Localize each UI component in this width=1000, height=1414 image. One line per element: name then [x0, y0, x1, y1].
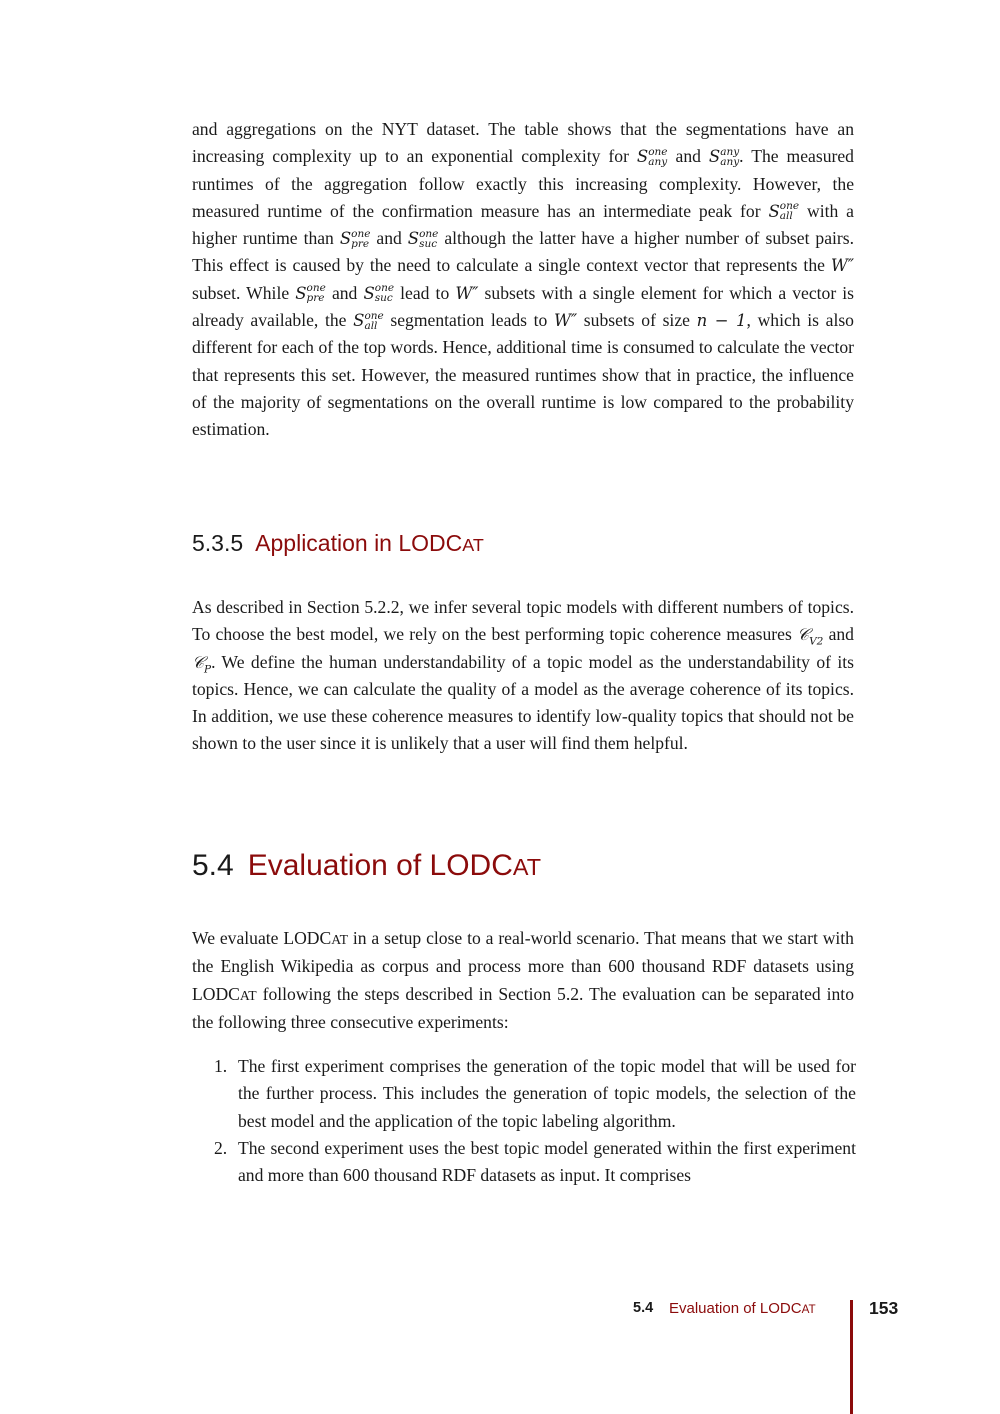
text-run: We evaluate LODC — [192, 928, 332, 948]
text-run: subsets with a single element for which a vector is already available, the — [192, 282, 854, 331]
text-run: , which is also different for each of the top words. Hence, additional time is consumed to calculate the vector that represents this set. However, the measured runtimes show that in practice, the influence of the majority of segmentations on the overall runtime is low compared to the probability estimation. — [192, 310, 854, 440]
text-run: and — [325, 282, 364, 303]
math-s-one-pre: S one pre — [339, 227, 371, 250]
subsection-number: 5.3.5 — [192, 530, 244, 556]
text-run: subset. While — [192, 282, 296, 303]
text-run: . The measured runtimes of the aggregation follow exactly this increasing complexity. However, the measured runtime of the confirmation measure has an intermediate peak for — [192, 146, 854, 221]
math-n-minus-1: n − 1 — [696, 311, 747, 331]
math-c-p: 𝒞$_P$ — [192, 652, 212, 675]
math-s-one-pre: S one pre — [295, 282, 326, 305]
text-run: . We define the human understandability of a topic model as the understandability of its topics. Hence, we can calculate the quality of a model as the average coherence of its topics. In addition, we use these coherence measures to identify low-quality topics that should not be shown to the user since it is unlikely that a user will find them helpful. — [192, 651, 854, 754]
section-heading-5-4 — [192, 846, 541, 887]
list-item-text: The second experiment uses the best topic model generated within the first experiment and more than 600 thousand RDF datasets as input. It comprises — [238, 1137, 856, 1186]
math-s-one-suc: S one suc — [363, 282, 395, 305]
list-item-text: The first experiment comprises the generation of the topic model that will be used for the further process. This includes the generation of topic models, the selection of the best model and the application of the topic labeling algorithm. — [238, 1056, 856, 1131]
footer-rule — [850, 1300, 853, 1414]
section-number: 5.4 — [192, 849, 234, 882]
footer-section-number: 5.4 — [633, 1300, 654, 1316]
math-s-one-all: S one all — [768, 200, 800, 223]
page-number: 153 — [869, 1298, 899, 1318]
section-title: Evaluation of LODCAT — [247, 849, 542, 882]
list-item — [192, 1053, 856, 1135]
list-item — [192, 1135, 856, 1190]
text-run: As described in Section 5.2.2, we infer several topic models with different numbers of topics. To choose the best model, we rely on the best performing topic coherence measures — [192, 597, 854, 645]
subsection-title: Application in LODCAT — [255, 530, 484, 556]
math-w-double-prime: W″ — [554, 311, 578, 331]
text-run: although the latter have a higher number of subset pairs. This effect is caused by the need to calculate a single context vector that represents the — [192, 228, 855, 276]
paragraph-evaluation-intro — [192, 925, 854, 1036]
paragraph-application — [192, 594, 854, 758]
text-run: lead to — [394, 282, 456, 303]
body-paragraph — [192, 594, 854, 758]
text-run: in a setup close to a real-world scenario. That means that we start with the English Wikipedia as corpus and process more than 600 thousand RDF datasets using LODC — [192, 928, 854, 1004]
smallcaps-run: AT — [239, 987, 257, 1003]
smallcaps-run: AT — [331, 932, 349, 947]
text-run: with a higher runtime than — [192, 200, 854, 249]
math-w-double-prime: W″ — [830, 256, 854, 276]
body-paragraph — [192, 925, 854, 1036]
experiment-list — [192, 1053, 856, 1189]
list-number: 2. — [214, 1137, 228, 1158]
text-run: and — [667, 146, 709, 167]
text-run: subsets of size — [577, 310, 697, 331]
list-number: 1. — [214, 1056, 228, 1076]
body-paragraph — [192, 116, 854, 444]
math-s-one-suc: S one suc — [407, 227, 439, 250]
math-w-double-prime: W″ — [455, 283, 479, 303]
math-s-any-any: S any any — [708, 145, 740, 168]
math-s-one-all: S one all — [353, 309, 384, 332]
paragraph-runtime-analysis — [192, 116, 854, 444]
footer-section-title: Evaluation of LODCAT — [669, 1300, 816, 1317]
text-run: and — [370, 228, 408, 249]
text-run: and aggregations on the NYT dataset. The table shows that the segmentations have an increasing complexity up to an exponential complexity for — [192, 119, 854, 167]
math-c-v2: 𝒞$_{V2}$ — [797, 625, 824, 648]
text-run: following the steps described in Section 5.2. The evaluation can be separated into the following three consecutive experiments: — [192, 983, 854, 1032]
subsection-heading-5-3-5 — [192, 528, 484, 560]
text-run: segmentation leads to — [383, 310, 555, 331]
text-run: and — [823, 624, 854, 645]
math-s-one-any: S one any — [636, 145, 668, 168]
